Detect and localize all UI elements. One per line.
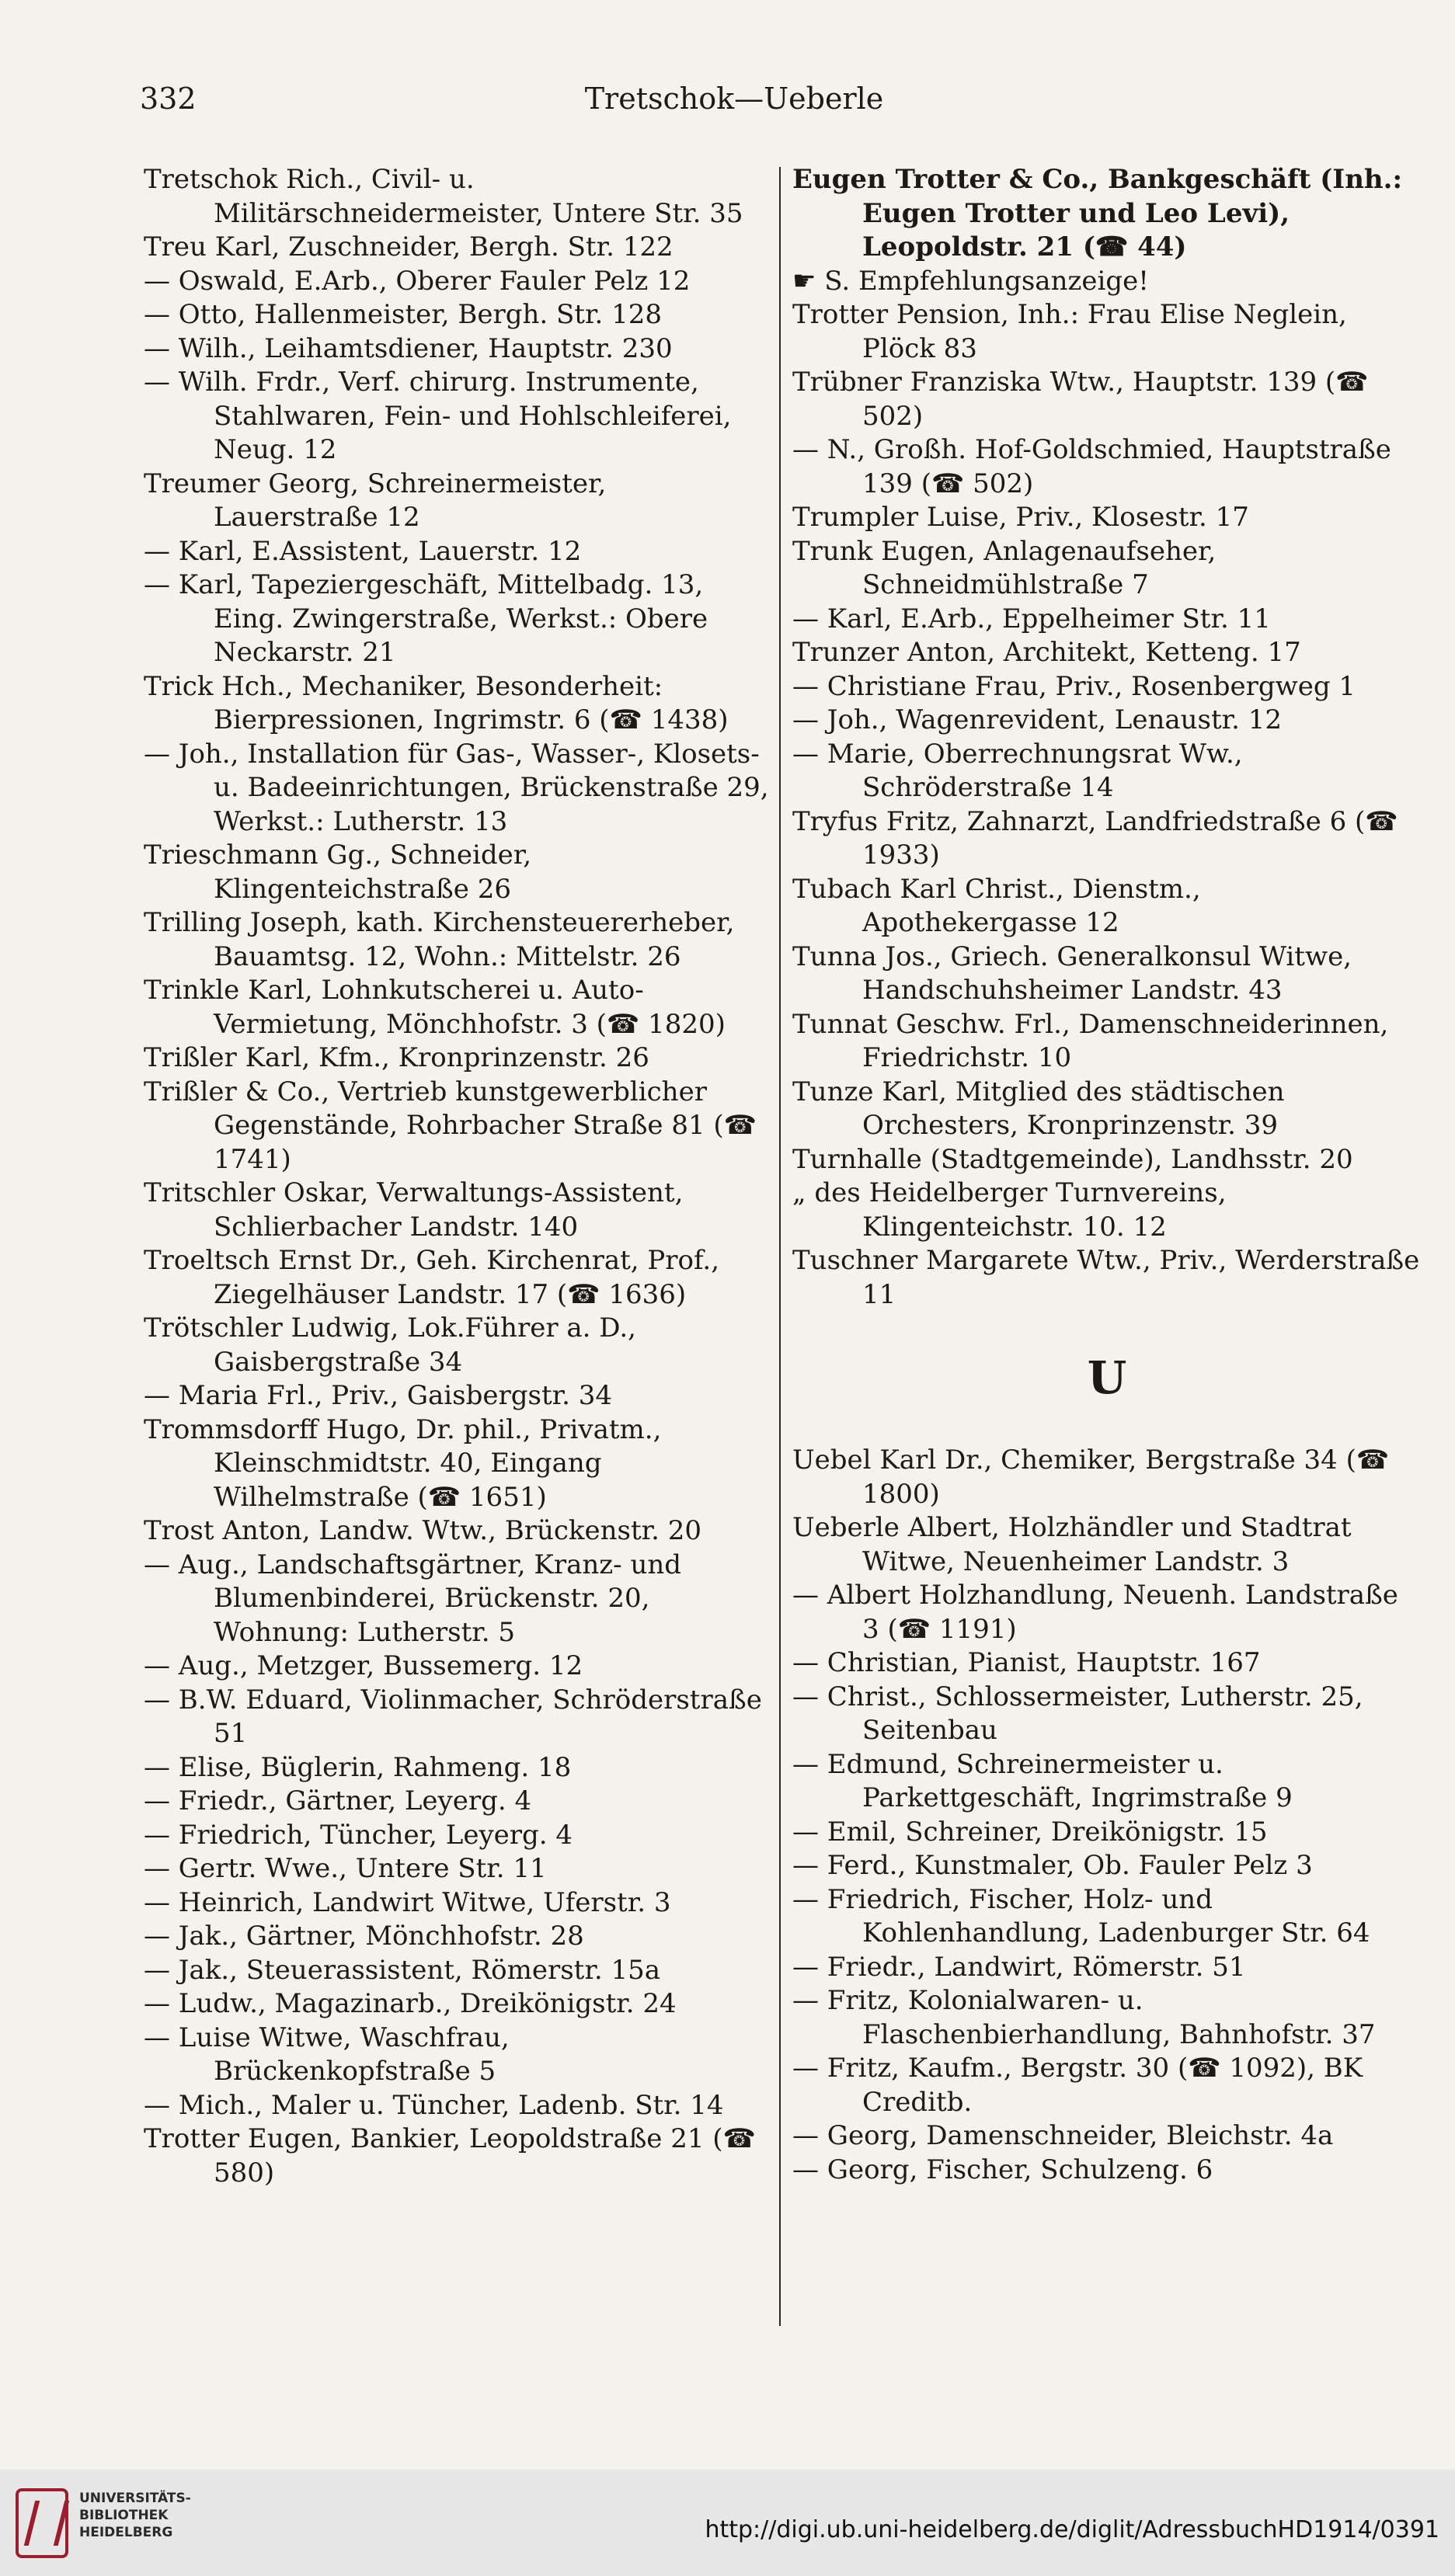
right-column-entries [792,163,1422,1312]
directory-entry: Trotter Eugen, Bankier, Leopoldstraße 21 (☎ 580) [144,2123,756,2188]
directory-entry: Trommsdorff Hugo, Dr. phil., Privatm., Kleinschmidtstr. 40, Eingang Wilhelmstraße (☎ 1651) [144,1413,662,1513]
directory-entry: — Heinrich, Landwirt Witwe, Uferstr. 3 [144,1886,671,1918]
directory-entry: Trieschmann Gg., Schneider, Klingenteichstraße 26 [144,840,532,905]
directory-entry: — Jak., Steuerassistent, Römerstr. 15a [144,1954,660,1986]
directory-entry: — Joh., Installation für Gas-, Wasser-, Klosets- u. Badeeinrichtungen, Brückenstraße 29, Werkst.: Lutherstr. 13 [144,738,769,837]
section-letter: U [1087,1351,1127,1404]
directory-entry: ☛ S. Empfehlungsanzeige! [792,265,1149,297]
directory-entry: — Ferd., Kunstmaler, Ob. Fauler Pelz 3 [792,1850,1313,1881]
right-column-entries-u [792,1444,1422,2187]
directory-entry: Trunk Eugen, Anlagenaufseher, Schneidmühlstraße 7 [792,535,1217,600]
directory-entry: — Albert Holzhandlung, Neuenh. Landstraße 3 (☎ 1191) [792,1580,1398,1645]
page-header [140,82,1328,128]
directory-entry: Trotter Pension, Inh.: Frau Elise Neglein, Plöck 83 [792,299,1347,364]
directory-entry: — Wilh., Leihamtsdiener, Hauptstr. 230 [144,332,673,364]
directory-entry: Ueberle Albert, Holzhändler und Stadtrat Witwe, Neuenheimer Landstr. 3 [792,1512,1352,1577]
directory-entry: — N., Großh. Hof-Goldschmied, Hauptstraße 139 (☎ 502) [792,434,1391,499]
directory-entry: Trunzer Anton, Architekt, Ketteng. 17 [792,637,1301,668]
directory-entry: — Christiane Frau, Priv., Rosenbergweg 1 [792,670,1356,702]
directory-entry: — Elise, Büglerin, Rahmeng. 18 [144,1751,572,1783]
directory-entry: — Otto, Hallenmeister, Bergh. Str. 128 [144,299,663,330]
directory-entry: — Mich., Maler u. Tüncher, Ladenb. Str. 14 [144,2089,724,2121]
left-column [144,163,773,2190]
directory-entry: — Marie, Oberrechnungsrat Ww., Schröderstraße 14 [792,738,1243,803]
directory-entry: Tryfus Fritz, Zahnarzt, Landfriedstraße 6 (☎ 1933) [792,805,1398,871]
directory-entry: — Edmund, Schreinermeister u. Parkettgeschäft, Ingrimstraße 9 [792,1748,1293,1813]
directory-entry: Trilling Joseph, kath. Kirchensteuererheber, Bauamtsg. 12, Wohn.: Mittelstr. 26 [144,907,735,972]
directory-entry: Treu Karl, Zuschneider, Bergh. Str. 122 [144,231,674,262]
running-title: Tretschok—Ueberle [584,82,884,116]
directory-entry: — Georg, Fischer, Schulzeng. 6 [792,2154,1213,2185]
directory-entry: Tubach Karl Christ., Dienstm., Apothekergasse 12 [792,873,1201,938]
library-logo-text [79,2490,191,2541]
directory-entry: — Wilh. Frdr., Verf. chirurg. Instrumente, Stahlwaren, Fein- und Hohlschleiferei, Neug. 12 [144,367,732,465]
directory-entry: Troeltsch Ernst Dr., Geh. Kirchenrat, Prof., Ziegelhäuser Landstr. 17 (☎ 1636) [144,1245,720,1310]
directory-entry: Trinkle Karl, Lohnkutscherei u. Auto-Vermietung, Mönchhofstr. 3 (☎ 1820) [144,975,726,1040]
directory-entry: Tunna Jos., Griech. Generalkonsul Witwe, Handschuhsheimer Landstr. 43 [792,940,1352,1006]
library-logo [16,2485,191,2563]
directory-entry: Treumer Georg, Schreinermeister, Lauerstraße 12 [144,468,607,533]
directory-entry: Tunnat Geschw. Frl., Damenschneiderinnen, Friedrichstr. 10 [792,1008,1389,1073]
directory-entry: Trötschler Ludwig, Lok.Führer a. D., Gaisbergstraße 34 [144,1312,636,1378]
directory-entry: Tunze Karl, Mitglied des städtischen Orchesters, Kronprinzenstr. 39 [792,1076,1285,1141]
page-number: 332 [140,82,197,116]
directory-entry: — Luise Witwe, Waschfrau, Brückenkopfstraße 5 [144,2022,510,2087]
directory-entry: Trübner Franziska Wtw., Hauptstr. 139 (☎ 502) [792,367,1369,432]
source-url-link[interactable]: http://digi.ub.uni-heidelberg.de/diglit/AdressbuchHD1914/0391 [705,2516,1439,2543]
directory-entry: — Georg, Damenschneider, Bleichstr. 4a [792,2120,1334,2151]
directory-entry: Uebel Karl Dr., Chemiker, Bergstraße 34 (☎ 1800) [792,1444,1390,1510]
footer [0,2470,1455,2576]
directory-entry: — Maria Frl., Priv., Gaisbergstr. 34 [144,1380,613,1411]
directory-entry: — Jak., Gärtner, Mönchhofstr. 28 [144,1921,584,1952]
directory-entry: — Friedrich, Tüncher, Leyerg. 4 [144,1819,573,1851]
directory-entry: Tritschler Oskar, Verwaltungs-Assistent, Schlierbacher Landstr. 140 [144,1177,684,1243]
logo-line: UNIVERSITÄTS- [79,2491,191,2506]
directory-entry: Trißler Karl, Kfm., Kronprinzenstr. 26 [144,1042,649,1073]
directory-entry: Tuschner Margarete Wtw., Priv., Werderstraße 11 [792,1245,1420,1310]
directory-entry: — Christ., Schlossermeister, Lutherstr. 25, Seitenbau [792,1681,1363,1746]
directory-entry: Eugen Trotter & Co., Bankgeschäft (Inh.: Eugen Trotter und Leo Levi), Leopoldstr. 21 (☎ 44) [792,164,1403,262]
directory-entry: — Christian, Pianist, Hauptstr. 167 [792,1647,1261,1678]
library-logo-mark-icon [16,2488,68,2558]
directory-entry: — Aug., Landschaftsgärtner, Kranz- und Blumenbinderei, Brückenstr. 20, Wohnung: Lutherstr. 5 [144,1549,682,1648]
directory-entry: — Karl, E.Arb., Eppelheimer Str. 11 [792,603,1271,634]
directory-entry: Tretschok Rich., Civil- u. Militärschneidermeister, Untere Str. 35 [144,164,743,229]
column-divider [779,167,781,2326]
logo-line: BIBLIOTHEK [79,2508,169,2523]
directory-entry: — Joh., Wagenrevident, Lenaustr. 12 [792,704,1283,735]
directory-entry: „ des Heidelberger Turnvereins, Klingenteichstr. 10. 12 [792,1177,1227,1243]
directory-entry: — Aug., Metzger, Bussemerg. 12 [144,1650,583,1681]
directory-entry: — Fritz, Kaufm., Bergstr. 30 (☎ 1092), BK Creditb. [792,2053,1363,2118]
directory-entry: — Fritz, Kolonialwaren- u. Flaschenbierhandlung, Bahnhofstr. 37 [792,1985,1376,2050]
directory-entry: — Karl, E.Assistent, Lauerstr. 12 [144,535,582,567]
directory-entry: — Friedr., Gärtner, Leyerg. 4 [144,1785,532,1816]
directory-entry: — B.W. Eduard, Violinmacher, Schröderstraße 51 [144,1684,762,1749]
right-column [792,163,1422,2187]
directory-entry: Trißler & Co., Vertrieb kunstgewerblicher Gegenstände, Rohrbacher Straße 81 (☎ 1741) [144,1076,757,1175]
logo-line: HEIDELBERG [79,2525,173,2540]
directory-entry: — Oswald, E.Arb., Oberer Fauler Pelz 12 [144,265,691,297]
directory-entry: — Friedrich, Fischer, Holz- und Kohlenhandlung, Ladenburger Str. 64 [792,1883,1370,1949]
directory-entry: — Karl, Tapeziergeschäft, Mittelbadg. 13, Eing. Zwingerstraße, Werkst.: Obere Neckarstr. 21 [144,569,708,668]
directory-entry: — Emil, Schreiner, Dreikönigstr. 15 [792,1816,1268,1848]
directory-entry: Trumpler Luise, Priv., Klosestr. 17 [792,502,1249,533]
directory-entry: — Ludw., Magazinarb., Dreikönigstr. 24 [144,1988,677,2019]
directory-entry: Trost Anton, Landw. Wtw., Brückenstr. 20 [144,1515,702,1546]
directory-entry: Turnhalle (Stadtgemeinde), Landhsstr. 20 [792,1143,1353,1175]
directory-entry: Trick Hch., Mechaniker, Besonderheit: Bierpressionen, Ingrimstr. 6 (☎ 1438) [144,670,729,735]
directory-entry: — Gertr. Wwe., Untere Str. 11 [144,1853,547,1884]
directory-entry: — Friedr., Landwirt, Römerstr. 51 [792,1951,1246,1983]
